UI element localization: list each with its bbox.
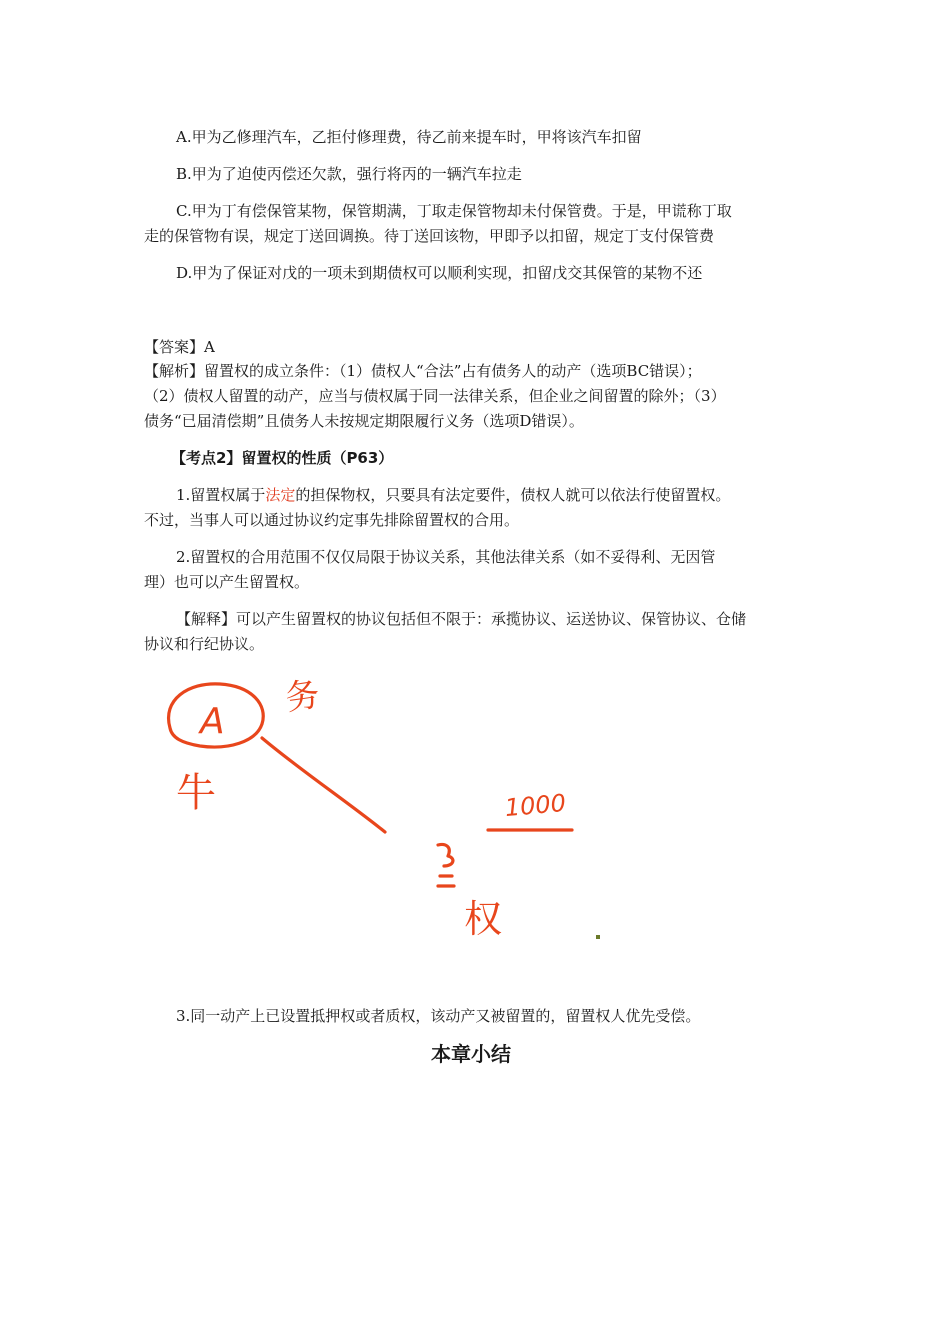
answer-value: A — [204, 338, 215, 356]
explain-text1: 可以产生留置权的协议包括但不限于：承揽协议、运送协议、保管协议、仓储 — [236, 610, 747, 628]
analysis-label: 【解析】 — [144, 362, 205, 380]
point1-prefix: 1.留置权属于 — [176, 486, 266, 504]
circled-letter: A — [200, 701, 225, 742]
option-d: D.甲为了保证对戊的一项未到期债权可以顺利实现，扣留戊交其保管的某物不还 — [176, 264, 703, 282]
char-bottom: 权 — [464, 897, 503, 941]
answer-label: 【答案】 — [144, 338, 205, 356]
char-bottom-strokes-2 — [438, 876, 454, 886]
option-b: B.甲为了迫使丙偿还欠款，强行将丙的一辆汽车拉走 — [176, 165, 522, 183]
analysis-line2: （2）债权人留置的动产，应当与债权属于同一法律关系，但企业之间留置的除外；（3） — [144, 387, 726, 405]
point1-highlight: 法定 — [265, 486, 296, 504]
point2-line2: 理）也可以产生留置权。 — [144, 573, 310, 591]
option-c-line2: 走的保管物有误，规定丁送回调换。待丁送回该物，甲即予以扣留，规定丁支付保管费 — [144, 227, 715, 245]
char-top: 务 — [282, 674, 323, 719]
explain-line2: 协议和行纪协议。 — [144, 635, 265, 653]
amount-text: 1000 — [503, 788, 567, 823]
chapter-summary-title: 本章小结 — [431, 1042, 511, 1066]
char-left: 牛 — [176, 770, 216, 816]
scan-dot — [596, 935, 600, 939]
option-a: A.甲为乙修理汽车，乙拒付修理费，待乙前来提车时，甲将该汽车扣留 — [176, 128, 642, 146]
point1-suffix: 的担保物权，只要具有法定要件，债权人就可以依法行使留置权。 — [295, 486, 731, 504]
explain-label: 【解释】 — [176, 610, 237, 628]
analysis-text1: 留置权的成立条件：（1）债权人“合法”占有债务人的动产（选项BC错误）； — [204, 362, 702, 380]
analysis-line3: 债务“已届清偿期”且债务人未按规定期限履行义务（选项D错误）。 — [144, 412, 584, 430]
connector-line — [262, 738, 385, 832]
kaodian-heading: 【考点2】留置权的性质（P63） — [171, 449, 394, 467]
char-bottom-strokes-1 — [438, 844, 453, 866]
option-c-line1: C.甲为丁有偿保管某物，保管期满，丁取走保管物却未付保管费。于是，甲谎称丁取 — [176, 202, 732, 220]
point3-text: 3.同一动产上已设置抵押权或者质权，该动产又被留置的，留置权人优先受偿。 — [176, 1007, 701, 1025]
point2-line1: 2.留置权的合用范围不仅仅局限于协议关系，其他法律关系（如不妥得利、无因管 — [176, 548, 716, 566]
point1-line2: 不过，当事人可以通过协议约定事先排除留置权的合用。 — [144, 511, 520, 529]
